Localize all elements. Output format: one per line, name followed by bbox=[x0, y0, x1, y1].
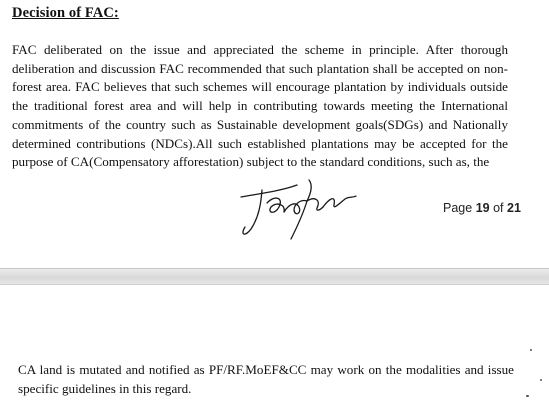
page-number-total: 21 bbox=[507, 201, 521, 215]
page-number bbox=[443, 201, 521, 215]
scan-speck bbox=[540, 379, 542, 381]
decision-paragraph bbox=[12, 41, 508, 172]
paragraph-line: forest area. FAC believes that such schemes will encourage plantation by individuals outside bbox=[12, 79, 508, 95]
paragraph-line: specific guidelines in this regard. bbox=[18, 380, 192, 396]
paragraph-line: the traditional forest area and will help in contributing towards meeting the International bbox=[12, 98, 508, 114]
paragraph-line: purpose of CA(Compensatory afforestation) subject to the standard conditions, such as, the bbox=[12, 154, 490, 170]
page-number-current: 19 bbox=[475, 201, 490, 215]
paragraph-line: CA land is mutated and notified as PF/RF.MoEF&CC may work on the modalities and issue bbox=[18, 362, 514, 377]
section-heading: Decision of FAC: bbox=[12, 5, 119, 21]
scan-speck bbox=[526, 395, 529, 397]
signature-icon bbox=[237, 177, 359, 247]
page-separator-top-edge bbox=[0, 268, 549, 269]
paragraph-line: deliberation and discussion FAC recommended that such plantation shall be accepted on non- bbox=[12, 60, 508, 76]
page-separator bbox=[0, 268, 549, 285]
page-number-prefix: Page bbox=[443, 201, 473, 215]
continuation-paragraph bbox=[18, 361, 514, 398]
paragraph-line: determined contributions (NDCs).All such established plantations may be accepted for the bbox=[12, 135, 508, 151]
page-number-of: of bbox=[493, 201, 504, 215]
paragraph-line: commitments of the country such as Sustainable development goals(SDGs) and Nationally bbox=[12, 116, 508, 132]
document-page-20 bbox=[0, 285, 549, 404]
paragraph-line: FAC deliberated on the issue and appreciated the scheme in principle. After thorough bbox=[12, 42, 508, 57]
scan-speck bbox=[530, 349, 532, 351]
